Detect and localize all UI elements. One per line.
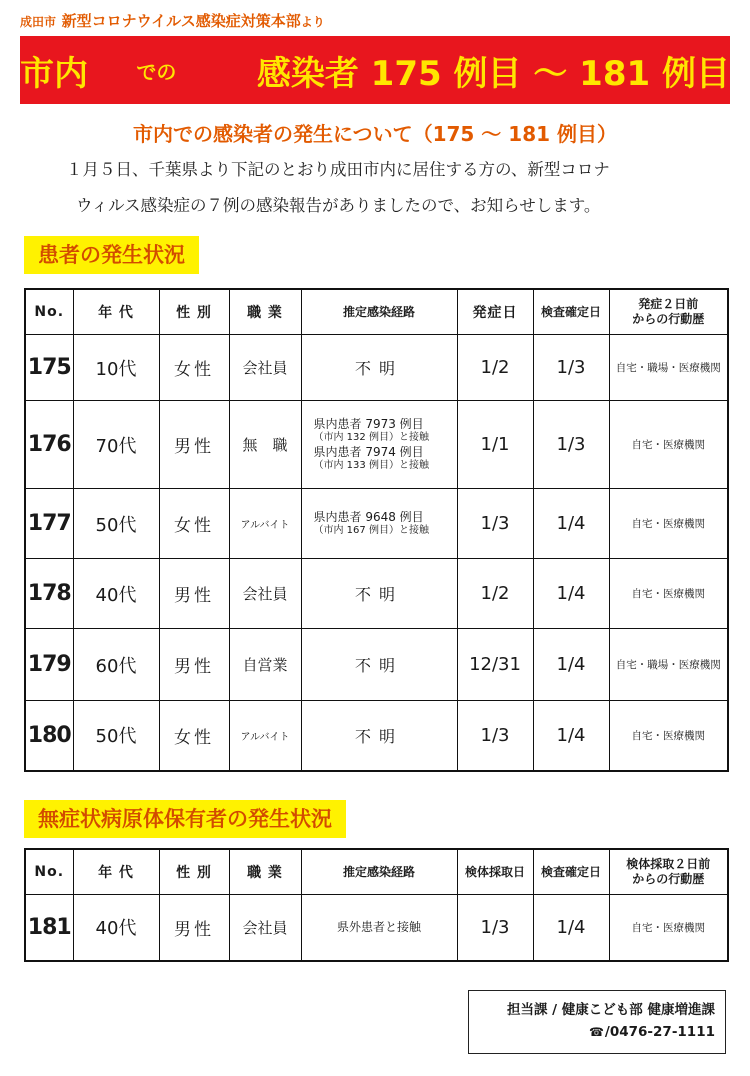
cell-age: 40代 xyxy=(73,895,159,961)
cell-no: 180 xyxy=(25,701,73,771)
route-line: （市内 132 例目）と接触 xyxy=(313,431,429,443)
section-label-patients: 患者の発生状況 xyxy=(24,236,199,274)
route-line: 県内患者 7973 例目 xyxy=(313,416,424,431)
cell-confirm: 1/3 xyxy=(533,335,609,401)
cell-history: 自宅・医療機関 xyxy=(609,401,728,489)
table-header-row xyxy=(25,289,728,335)
cell-no: 176 xyxy=(25,401,73,489)
table-header-row xyxy=(25,849,728,895)
header-route: 推定感染経路 xyxy=(301,849,457,895)
cell-age: 70代 xyxy=(73,401,159,489)
cell-sex: 女性 xyxy=(159,701,229,771)
banner-part1: 市内 xyxy=(20,53,88,94)
contact-phone: /0476-27-1111 xyxy=(604,1024,715,1040)
cell-history: 自宅・医療機関 xyxy=(609,559,728,629)
cell-no: 181 xyxy=(25,895,73,961)
cell-sex: 男性 xyxy=(159,629,229,701)
contact-box xyxy=(468,990,726,1054)
subtitle: 市内での感染者の発生について（175 ～ 181 例目） xyxy=(133,122,617,146)
header-route: 推定感染経路 xyxy=(301,289,457,335)
header-sample: 検体採取日 xyxy=(457,849,533,895)
patients-table xyxy=(24,288,729,772)
cell-onset: 12/31 xyxy=(457,629,533,701)
header-sex: 性 別 xyxy=(159,849,229,895)
table-row xyxy=(25,895,728,961)
header-no: No. xyxy=(25,849,73,895)
header-history-line2: からの行動歴 xyxy=(632,312,705,326)
cell-no: 178 xyxy=(25,559,73,629)
table-row xyxy=(25,335,728,401)
header-confirm: 検査確定日 xyxy=(533,849,609,895)
intro-line1: １月５日、千葉県より下記のとおり成田市内に居住する方の、新型コロナ xyxy=(66,160,610,179)
cell-route: 不明 xyxy=(301,629,457,701)
table-row xyxy=(25,701,728,771)
header-history xyxy=(609,849,728,895)
intro-line2: ウィルス感染症の７例の感染報告がありましたので、お知らせします。 xyxy=(76,196,601,215)
telephone-icon: ☎ xyxy=(588,1025,604,1039)
cell-history: 自宅・医療機関 xyxy=(609,489,728,559)
section-label-asymptomatic: 無症状病原体保有者の発生状況 xyxy=(24,800,346,838)
cell-sex: 男性 xyxy=(159,895,229,961)
cell-onset: 1/3 xyxy=(457,701,533,771)
table-row xyxy=(25,559,728,629)
table-row xyxy=(25,489,728,559)
cell-sex: 女性 xyxy=(159,489,229,559)
org-suffix: より xyxy=(300,15,325,29)
cell-route: 不明 xyxy=(301,701,457,771)
cell-job: 無 職 xyxy=(229,401,301,489)
cell-confirm: 1/4 xyxy=(533,701,609,771)
cell-age: 60代 xyxy=(73,629,159,701)
route-line: （市内 133 例目）と接触 xyxy=(313,459,429,471)
route-line: 県内患者 7974 例目 xyxy=(313,444,424,459)
cell-sex: 男性 xyxy=(159,559,229,629)
cell-age: 50代 xyxy=(73,701,159,771)
banner-part3: 感染者 175 例目 ～ 181 例目 xyxy=(256,53,730,94)
title-banner xyxy=(20,36,730,104)
cell-job: 会社員 xyxy=(229,895,301,961)
cell-history: 自宅・医療機関 xyxy=(609,701,728,771)
cell-age: 40代 xyxy=(73,559,159,629)
cell-sex: 女性 xyxy=(159,335,229,401)
cell-job: アルバイト xyxy=(229,489,301,559)
header-job: 職 業 xyxy=(229,289,301,335)
route-line: （市内 167 例目）と接触 xyxy=(313,524,429,536)
cell-sample: 1/3 xyxy=(457,895,533,961)
header-history-line1: 検体採取２日前 xyxy=(626,857,711,871)
cell-onset: 1/3 xyxy=(457,489,533,559)
header-age: 年 代 xyxy=(73,849,159,895)
org-prefix: 成田市 xyxy=(20,15,57,29)
cell-route: 不明 xyxy=(301,559,457,629)
header-age: 年 代 xyxy=(73,289,159,335)
cell-route xyxy=(301,401,457,489)
contact-phone-line xyxy=(469,1021,715,1043)
org-line xyxy=(20,10,325,32)
header-onset: 発症日 xyxy=(457,289,533,335)
header-history-line2: からの行動歴 xyxy=(632,872,705,886)
cell-history: 自宅・医療機関 xyxy=(609,895,728,961)
cell-onset: 1/2 xyxy=(457,335,533,401)
cell-confirm: 1/4 xyxy=(533,629,609,701)
table-row xyxy=(25,401,728,489)
cell-history: 自宅・職場・医療機関 xyxy=(609,629,728,701)
org-name: 新型コロナウイルス感染症対策本部 xyxy=(61,12,301,30)
header-sex: 性 別 xyxy=(159,289,229,335)
route-line: 県内患者 9648 例目 xyxy=(313,509,424,524)
cell-onset: 1/1 xyxy=(457,401,533,489)
header-history xyxy=(609,289,728,335)
cell-job: 会社員 xyxy=(229,335,301,401)
cell-job: 自営業 xyxy=(229,629,301,701)
cell-no: 175 xyxy=(25,335,73,401)
cell-age: 10代 xyxy=(73,335,159,401)
cell-route xyxy=(301,489,457,559)
cell-onset: 1/2 xyxy=(457,559,533,629)
cell-no: 179 xyxy=(25,629,73,701)
cell-job: 会社員 xyxy=(229,559,301,629)
cell-no: 177 xyxy=(25,489,73,559)
header-confirm: 検査確定日 xyxy=(533,289,609,335)
cell-route: 県外患者と接触 xyxy=(301,895,457,961)
cell-route: 不明 xyxy=(301,335,457,401)
cell-confirm: 1/4 xyxy=(533,559,609,629)
header-job: 職 業 xyxy=(229,849,301,895)
banner-part2: での xyxy=(136,59,177,84)
cell-history: 自宅・職場・医療機関 xyxy=(609,335,728,401)
cell-age: 50代 xyxy=(73,489,159,559)
asymptomatic-table xyxy=(24,848,729,962)
header-history-line1: 発症２日前 xyxy=(638,297,699,311)
cell-confirm: 1/4 xyxy=(533,895,609,961)
header-no: No. xyxy=(25,289,73,335)
cell-confirm: 1/4 xyxy=(533,489,609,559)
table-row xyxy=(25,629,728,701)
contact-dept: 担当課 / 健康こども部 健康増進課 xyxy=(506,1002,715,1018)
cell-job: アルバイト xyxy=(229,701,301,771)
cell-confirm: 1/3 xyxy=(533,401,609,489)
cell-sex: 男性 xyxy=(159,401,229,489)
